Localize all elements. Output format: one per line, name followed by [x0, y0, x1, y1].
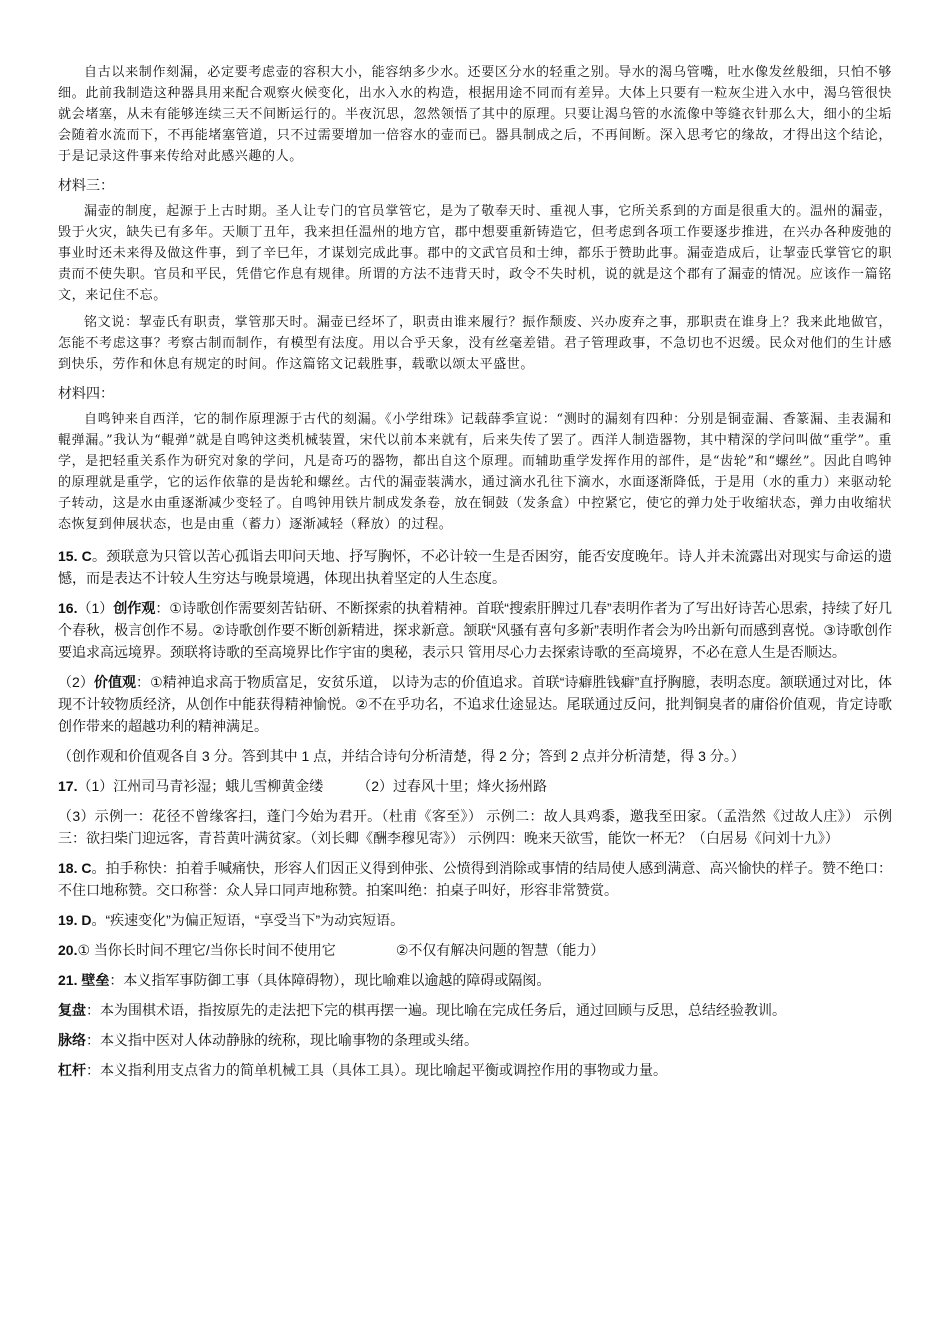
answer-15-number: 15. C [58, 548, 92, 564]
answer-17-number: 17. [58, 778, 78, 794]
answer-15 [58, 545, 892, 589]
answer-21-label: 21. 壁垒 [58, 972, 110, 988]
answer-21-ganggan-text: ：本义指利用支点省力的简单机械工具（具体工具）。现比喻起平衡或调控作用的事物或力量。 [86, 1062, 667, 1078]
answer-16-part-2 [58, 671, 892, 737]
answer-17-part-1: （1）江州司马青衫湿；蛾儿雪柳黄金缕 [77, 778, 324, 794]
answer-21-mailuo [58, 1029, 892, 1051]
answer-21-bilei [58, 969, 892, 991]
answer-20-part-1: ① 当你长时间不理它/当你长时间不使用它 [77, 942, 336, 958]
answer-21-fupan-label: 复盘 [58, 1002, 86, 1018]
material2-paragraph: 自古以来制作刻漏，必定要考虑壶的容积大小，能容纳多少水。还要区分水的轻重之别。导水的渴乌管嘴，吐水像发丝般细，只怕不够细。此前我制造这种器具用来配合观察火候变化，出水入水的构造，根据用途不同而有差异。大体上只要有一粒灰尘进入水中，渴乌管很快就会堵塞，从未有能够连续三天不间断运行的。半夜沉思，忽然领悟了其中的原理。只要让渴乌管的水流像中等缝衣针那么大，细小的尘垢会随着水流而下，不再能堵塞管道，只不过需要增加一倍容水的壶而已。器具制成之后，不再间断。深入思考它的缘故，才得出这个结论，于是记录这件事来传给对此感兴趣的人。 [58, 65, 892, 164]
answer-21-fupan-text: ：本为围棋术语，指按原先的走法把下完的棋再摆一遍。现比喻在完成任务后，通过回顾与反思，总结经验教训。 [86, 1002, 786, 1018]
material4-paragraph: 自鸣钟来自西洋，它的制作原理源于古代的刻漏。《小学绀珠》记载薛季宣说：“测时的漏刻有四种：分别是铜壶漏、香篆漏、圭表漏和輥弹漏。”我认为“輥弹”就是自鸣钟这类机械装置，宋代以前本来就有，后来失传了罢了。西洋人制造器物，其中精深的学问叫做“重学”。重学，是把轻重关系作为研究对象的学问，凡是奇巧的器物，都出自这个原理。而辅助重学发挥作用的部件，是“齿轮”和“螺丝”。因此自鸣钟的原理就是重学，它的运作依靠的是齿轮和螺丝。古代的漏壶装满水，通过滴水孔往下滴水，水面逐渐降低，于是用（水的重力）来驱动轮子转动，这是水由重逐渐减少变轻了。自鸣钟用铁片制成发条卷，放在铜鼓（发条盒）中控紧它，使它的弹力处于收缩状态，弹力由收缩状态恢复到伸展状态，也是由重（蓄力）逐渐减轻（释放）的过程。 [58, 412, 892, 532]
answer-21-mailuo-text: ：本义指中医对人体动静脉的统称，现比喻事物的条理或头绪。 [86, 1032, 478, 1048]
answer-18 [58, 857, 892, 901]
material3-paragraph-1: 漏壶的制度，起源于上古时期。圣人让专门的官员掌管它，是为了敬奉天时、重视人事，它所关系到的方面是很重大的。温州的漏壶，毁于火灾，缺失已有多年。天顺丁丑年，我来担任温州的地方官，郡中想要重新铸造它，但考虑到各项工作要逐步推进，在兴办各种废弛的事业时还未来得及做这件事，到了辛巳年，才谋划完成此事。郡中的文武官员和士绅，都乐于赞助此事。漏壶造成后，让挈壶氏掌管它的职责而不使失职。官员和平民，凭借它作息有规律。所谓的方法不违背天时，政令不失时机，说的就是这个郡有了漏壶的情况。应该作一篇铭文，来记住不忘。 [58, 204, 892, 303]
material3-title: 材料三： [58, 177, 114, 193]
answer-19 [58, 909, 892, 931]
answer-16-number: 16. [58, 600, 78, 616]
answer-18-text: 。拍手称快：拍着手喊痛快，形容人们因正义得到伸张、公愤得到消除或事情的结局使人感到满意、高兴愉快的样子。赞不绝口：不住口地称赞。交口称誉：众人异口同声地称赞。拍案叫绝：拍桌子叫好，形容非常赞赏。 [58, 860, 892, 898]
answer-16-part-1 [58, 597, 892, 663]
answer-16-part-1-prefix: （1） [77, 600, 114, 616]
answer-16-part-2-text: ：①精神追求高于物质富足，安贫乐道， 以诗为志的价值追求。首联“诗癖胜钱癖”直抒胸臆，表明态度。颔联通过对比，体现不计较物质经济，从创作中能获得精神愉悦。②不在乎功名，不追求仕途显达。尾联通过反问，批判铜臭者的庸俗价值观，肯定诗歌创作带来的超越功利的精神满足。 [58, 674, 892, 734]
material4-title: 材料四： [58, 385, 114, 401]
answer-20-part-2: ②不仅有解决问题的智慧（能力） [395, 942, 605, 958]
answer-17-part-2: （2）过春风十里；烽火扬州路 [357, 778, 548, 794]
answer-19-number: 19. D [58, 912, 92, 928]
answer-21-ganggan [58, 1059, 892, 1081]
answer-17-part-3: （3）示例一：花径不曾缘客扫，蓬门今始为君开。（杜甫《客至》） 示例二：故人具鸡黍，邀我至田家。（孟浩然《过故人庄》） 示例三：欲扫柴门迎远客，青苔黄叶满贫家。（刘长卿《酬李穆见寄》） 示例四：晚来天欲雪，能饮一杯无？（白居易《问刘十九》） [58, 808, 892, 846]
answer-21-fupan [58, 999, 892, 1021]
answer-20-number: 20. [58, 942, 78, 958]
answer-20 [58, 939, 892, 961]
answer-16-scoring: （创作观和价值观各自 3 分。答到其中 1 点，并结合诗句分析清楚，得 2 分；答到 2 点并分析清楚，得 3 分。） [58, 748, 745, 764]
answer-21-mailuo-label: 脉络 [58, 1032, 86, 1048]
answer-15-text: 。颈联意为只管以苦心孤诣去叩问天地、抒写胸怀，不必计较一生是否困穷，能否安度晚年。诗人并未流露出对现实与命运的遗憾，而是表达不计较人生穷达与晚景境遇，体现出执着坚定的人生态度。 [58, 548, 893, 586]
material3-paragraph-2: 铭文说：挈壶氏有职责，掌管那天时。漏壶已经坏了，职责由谁来履行？振作颓废、兴办废弃之事，那职责在谁身上？我来此地做官，怎能不考虑这事？考察古制而制作，有模型有法度。用以合乎天象，没有丝毫差错。君子管理政事，不急切也不迟缓。民众对他们的生计感到快乐，劳作和休息有规定的时间。作这篇铭文记载胜事，载歌以颂太平盛世。 [58, 315, 892, 372]
answer-18-number: 18. C [58, 860, 92, 876]
answer-21-bilei-text: ：本义指军事防御工事（具体障碍物），现比喻难以逾越的障碍或隔阂。 [109, 972, 551, 988]
answer-19-text: 。“疾速变化”为偏正短语，“享受当下”为动宾短语。 [91, 912, 405, 928]
answer-16-part-2-label: 价值观 [93, 674, 137, 690]
answer-16-part-1-text: ：①诗歌创作需要刻苦钻研、不断探索的执着精神。首联“搜索肝脾过几春”表明作者为了写出好诗苦心思索，持续了好几个春秋，极言创作不易。②诗歌创作要不断创新精进，探求新意。颔联“风骚有喜句多新”表明作者会为吟出新句而感到喜悦。③诗歌创作要追求高远境界。颈联将诗歌的至高境界比作宇宙的奥秘，表示只 管用尽心力去探索诗歌的至高境界，不必在意人生是否顺达。 [58, 600, 892, 660]
answer-17-line-1 [58, 775, 892, 797]
answer-16-part-1-label: 创作观 [113, 600, 156, 616]
answer-16-part-2-prefix: （2） [58, 674, 94, 690]
answer-21-ganggan-label: 杠杆 [58, 1062, 86, 1078]
